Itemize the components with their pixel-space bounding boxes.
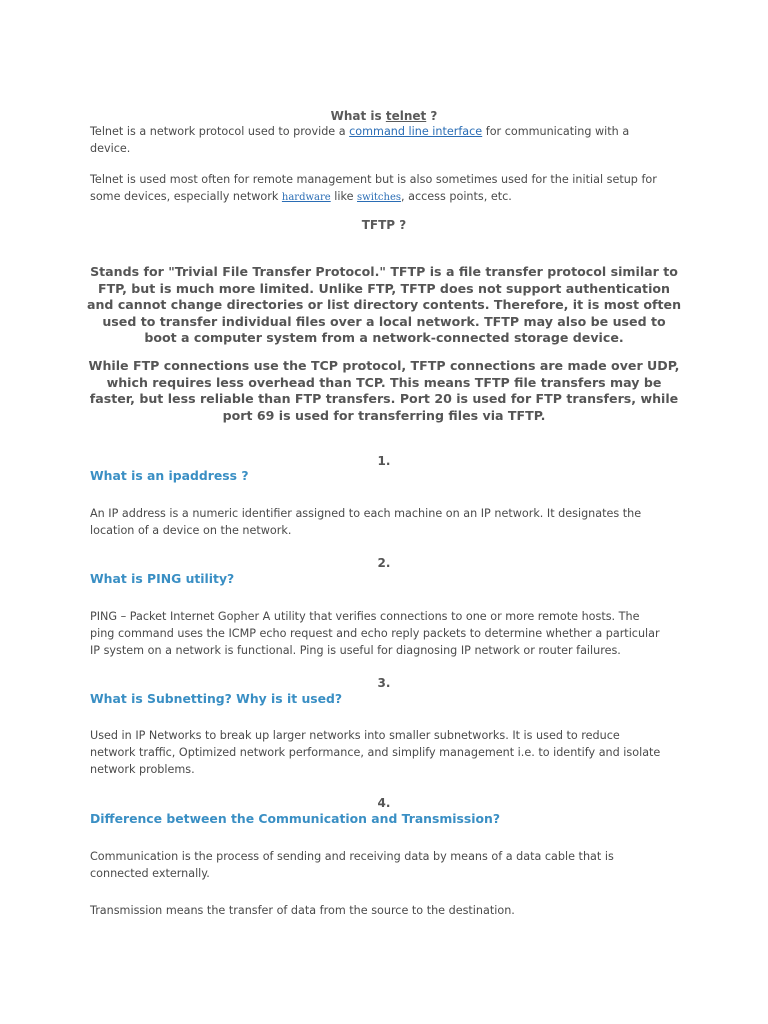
tftp-paragraph-1: Stands for "Trivial File Transfer Protocol." TFTP is a file transfer protocol similar to FTP, but is much more limited. Unlike FTP, TFTP does not support authentication and cannot change directories or list directory contents. Therefore, it is most often used to transfer individual files over a local network. TFTP may also be used to boot a computer system from a network-connected storage device. [86, 264, 682, 345]
answer-paragraph: Transmission means the transfer of data from the source to the destination. [90, 904, 515, 917]
answer-paragraph: PING – Packet Internet Gopher A utility that verifies connections to one or more remote hosts. The ping command uses the ICMP echo request and echo reply packets to determine whether a particular IP system on a network is functional. Ping is useful for diagnosing IP network or router failures. [90, 610, 660, 657]
item-number: 2. [377, 556, 391, 570]
command-line-interface-link[interactable]: command line interface [349, 125, 483, 138]
item-number: 1. [377, 454, 391, 468]
item-number: 4. [377, 796, 391, 810]
answer-paragraph: Used in IP Networks to break up larger networks into smaller subnetworks. It is used to reduce network traffic, Optimized network performance, and simplify management i.e. to identify and isolate network problems. [90, 729, 661, 776]
question-heading: What is Subnetting? Why is it used? [90, 691, 343, 706]
question-heading: What is an ipaddress ? [90, 468, 249, 483]
answer-paragraph: An IP address is a numeric identifier assigned to each machine on an IP network. It designates the location of a device on the network. [90, 507, 642, 537]
answer-paragraph: Communication is the process of sending and receiving data by means of a data cable that is connected externally. [90, 850, 614, 880]
question-heading: What is PING utility? [90, 571, 235, 586]
question-heading: Difference between the Communication and Transmission? [90, 811, 501, 826]
telnet-paragraph-1: Telnet is a network protocol used to provide a command line interface for communicating with a device. [90, 125, 630, 155]
telnet-heading [90, 109, 678, 123]
telnet-heading-suffix: ? [426, 109, 438, 123]
item-number: 3. [377, 676, 391, 690]
switches-link[interactable]: switches [357, 192, 402, 203]
tftp-paragraph-2: While FTP connections use the TCP protocol, TFTP connections are made over UDP, which requires less overhead than TCP. This means TFTP file transfers may be faster, but less reliable than FTP transfers. Port 20 is used for FTP transfers, while port 69 is used for transferring files via TFTP. [88, 358, 680, 423]
telnet-paragraph-2: Telnet is used most often for remote management but is also sometimes used for the initial setup for some devices, especially network hardware like switches, access points, etc. [90, 173, 657, 203]
tftp-heading: TFTP ? [361, 218, 407, 232]
telnet-heading-link[interactable]: telnet [385, 109, 427, 123]
telnet-heading-prefix: What is [330, 109, 386, 123]
hardware-link[interactable]: hardware [281, 192, 331, 203]
